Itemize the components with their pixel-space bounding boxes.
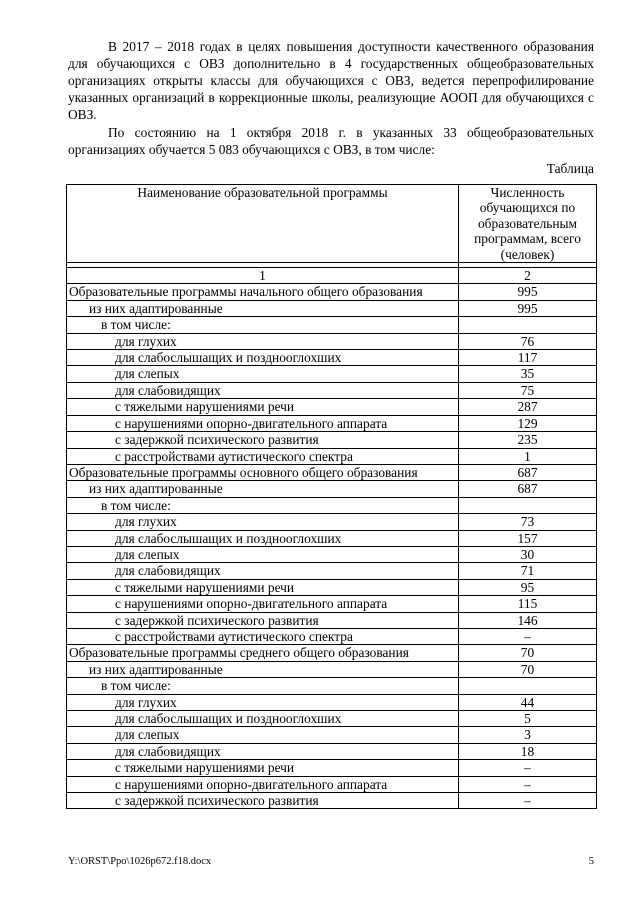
table-row [67, 563, 597, 579]
row-label: для глухих [67, 333, 459, 349]
row-label: с задержкой психического развития [67, 432, 459, 448]
row-label: для слабослышащих и позднооглохших [67, 350, 459, 366]
row-label: для слабослышащих и позднооглохших [67, 711, 459, 727]
row-label: в том числе: [67, 497, 459, 513]
table-row [67, 628, 597, 644]
table-header-row [67, 185, 597, 263]
table-row [67, 678, 597, 694]
table-row [67, 366, 597, 382]
row-value [459, 678, 597, 694]
table-row [67, 743, 597, 759]
row-value: 157 [459, 530, 597, 546]
table-row [67, 760, 597, 776]
row-label: в том числе: [67, 678, 459, 694]
row-value [459, 317, 597, 333]
paragraph-intro: В 2017 – 2018 годах в целях повышения доступности качественного образования для обучающихся с ОВЗ дополнительно в 4 государственных общеобразовательных организациях открыты классы для обучающихся с ОВЗ, ведется перепрофилирование указанных организаций в коррекционные школы, реализующие АООП для обучающихся с ОВЗ. [68, 39, 594, 122]
row-label: с тяжелыми нарушениями речи [67, 399, 459, 415]
row-value [459, 497, 597, 513]
table-row [67, 711, 597, 727]
row-value: – [459, 628, 597, 644]
row-label: с расстройствами аутистического спектра [67, 448, 459, 464]
table-row [67, 579, 597, 595]
table-row [67, 464, 597, 480]
row-value: 115 [459, 596, 597, 612]
row-label: для глухих [67, 694, 459, 710]
students-table [66, 184, 597, 809]
table-row [67, 546, 597, 562]
row-value: – [459, 793, 597, 809]
row-label: для слабовидящих [67, 382, 459, 398]
table-row [67, 382, 597, 398]
footer-file-path: Y:\ORST\Ppo\1026p672.f18.docx [68, 856, 212, 867]
row-value: – [459, 760, 597, 776]
row-value: 117 [459, 350, 597, 366]
row-value: 129 [459, 415, 597, 431]
table-row [67, 300, 597, 316]
row-label: в том числе: [67, 317, 459, 333]
row-value: – [459, 776, 597, 792]
row-label: с нарушениями опорно-двигательного аппарата [67, 776, 459, 792]
row-label: с задержкой психического развития [67, 793, 459, 809]
index-col-2: 2 [459, 268, 597, 284]
row-value: 95 [459, 579, 597, 595]
row-label: из них адаптированные [67, 661, 459, 677]
row-label: с нарушениями опорно-двигательного аппарата [67, 596, 459, 612]
row-value: 70 [459, 645, 597, 661]
table-row [67, 481, 597, 497]
index-col-1: 1 [67, 268, 459, 284]
table-row [67, 793, 597, 809]
row-label: для слабослышащих и позднооглохших [67, 530, 459, 546]
row-label: для слабовидящих [67, 743, 459, 759]
row-value: 1 [459, 448, 597, 464]
page-number: 5 [588, 856, 594, 867]
table-row [67, 645, 597, 661]
row-value: 146 [459, 612, 597, 628]
table-row [67, 727, 597, 743]
row-label: с нарушениями опорно-двигательного аппарата [67, 415, 459, 431]
row-value: 687 [459, 481, 597, 497]
row-label: с задержкой психического развития [67, 612, 459, 628]
table-row [67, 514, 597, 530]
row-value: 287 [459, 399, 597, 415]
table-row [67, 448, 597, 464]
row-value: 3 [459, 727, 597, 743]
table-row [67, 317, 597, 333]
row-label: с расстройствами аутистического спектра [67, 628, 459, 644]
table-row [67, 399, 597, 415]
row-label: из них адаптированные [67, 300, 459, 316]
row-value: 687 [459, 464, 597, 480]
row-value: 235 [459, 432, 597, 448]
row-label: для слепых [67, 366, 459, 382]
row-value: 995 [459, 284, 597, 300]
table-row [67, 497, 597, 513]
table-row [67, 694, 597, 710]
row-value: 5 [459, 711, 597, 727]
row-value: 71 [459, 563, 597, 579]
row-value: 35 [459, 366, 597, 382]
row-label: с тяжелыми нарушениями речи [67, 760, 459, 776]
row-value: 75 [459, 382, 597, 398]
row-value: 995 [459, 300, 597, 316]
row-label: Образовательные программы начального общего образования [67, 284, 459, 300]
table-row [67, 415, 597, 431]
table-row [67, 530, 597, 546]
row-label: Образовательные программы среднего общего образования [67, 645, 459, 661]
table-row [67, 333, 597, 349]
row-value: 73 [459, 514, 597, 530]
row-label: для слепых [67, 546, 459, 562]
header-program-name: Наименование образовательной программы [67, 185, 459, 263]
row-label: с тяжелыми нарушениями речи [67, 579, 459, 595]
row-label: для глухих [67, 514, 459, 530]
row-value: 18 [459, 743, 597, 759]
row-value: 30 [459, 546, 597, 562]
row-label: для слепых [67, 727, 459, 743]
table-row [67, 432, 597, 448]
row-value: 76 [459, 333, 597, 349]
table-row [67, 284, 597, 300]
row-value: 70 [459, 661, 597, 677]
row-label: для слабовидящих [67, 563, 459, 579]
header-student-count: Численность обучающихся по образовательным программам, всего (человек) [459, 185, 597, 263]
table-row [67, 661, 597, 677]
table-row [67, 596, 597, 612]
table-row [67, 612, 597, 628]
paragraph-status: По состоянию на 1 октября 2018 г. в указанных 33 общеобразовательных организациях обучается 5 083 обучающихся с ОВЗ, в том числе: [68, 125, 594, 157]
row-value: 44 [459, 694, 597, 710]
table-row [67, 776, 597, 792]
row-label: из них адаптированные [67, 481, 459, 497]
table-index-row [67, 268, 597, 284]
table-row [67, 350, 597, 366]
row-label: Образовательные программы основного общего образования [67, 464, 459, 480]
table-caption: Таблица [546, 161, 594, 176]
